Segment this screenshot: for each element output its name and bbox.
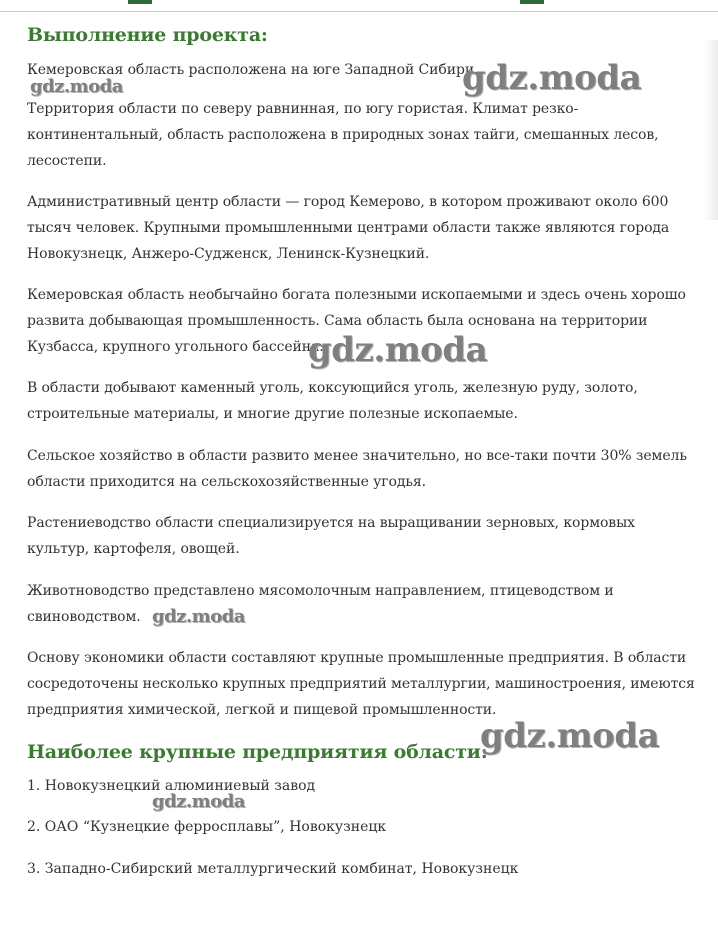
scroll-edge-shadow: [704, 40, 718, 220]
watermark: gdz.moda: [462, 58, 642, 98]
section-heading-project: Выполнение проекта:: [27, 24, 268, 46]
paragraph: Кемеровская область необычайно богата полезными ископаемыми и здесь очень хорошо развита добывающая промышленность. Сама область была основана на территории Кузбасса, крупного угольного бассейна.: [27, 287, 686, 355]
watermark: gdz.moda: [152, 791, 245, 812]
top-divider: [0, 11, 718, 12]
enterprise-list-item: 2. ОАО “Кузнецкие ферросплавы”, Новокузнецк: [27, 819, 387, 835]
paragraph: Основу экономики области составляют крупные промышленные предприятия. В области сосредоточены несколько крупных предприятий металлургии, машиностроения, имеются предприятия химической, легкой и пищевой промышленности.: [27, 650, 695, 718]
watermark: gdz.moda: [152, 606, 245, 627]
paragraph: Административный центр области — город Кемерово, в котором проживают около 600 тысяч человек. Крупными промышленными центрами области также являются города Новокузнецк, Анжеро-Судженск, Ленинск-Кузнецкий.: [27, 194, 670, 262]
paragraph: Кемеровская область расположена на юге Западной Сибири.: [27, 62, 479, 78]
section-heading-enterprises: Наиболее крупные предприятия области:: [27, 741, 488, 763]
paragraph: Территория области по северу равнинная, по югу гористая. Климат резко-континентальный, область расположена в природных зонах тайги, смешанных лесов, лесостепи.: [27, 101, 659, 169]
paragraph: Растениеводство области специализируется на выращивании зерновых, кормовых культур, картофеля, овощей.: [27, 515, 635, 557]
paragraph: В области добывают каменный уголь, коксующийся уголь, железную руду, золото, строительные материалы, и многие другие полезные ископаемые.: [27, 380, 638, 422]
watermark: gdz.moda: [30, 76, 123, 97]
watermark: gdz.moda: [308, 330, 488, 370]
paragraph: Сельское хозяйство в области развито менее значительно, но все-таки почти 30% земель области приходится на сельскохозяйственные угодья.: [27, 448, 687, 490]
paragraph: Животноводство представлено мясомолочным направлением, птицеводством и свиноводством.: [27, 583, 614, 625]
enterprise-list-item: 3. Западно-Сибирский металлургический комбинат, Новокузнецк: [27, 861, 519, 877]
enterprise-list-item: 1. Новокузнецкий алюминиевый завод: [27, 778, 316, 794]
watermark: gdz.moda: [480, 716, 660, 756]
top-accent-mark: [128, 0, 152, 4]
top-accent-mark: [520, 0, 544, 4]
